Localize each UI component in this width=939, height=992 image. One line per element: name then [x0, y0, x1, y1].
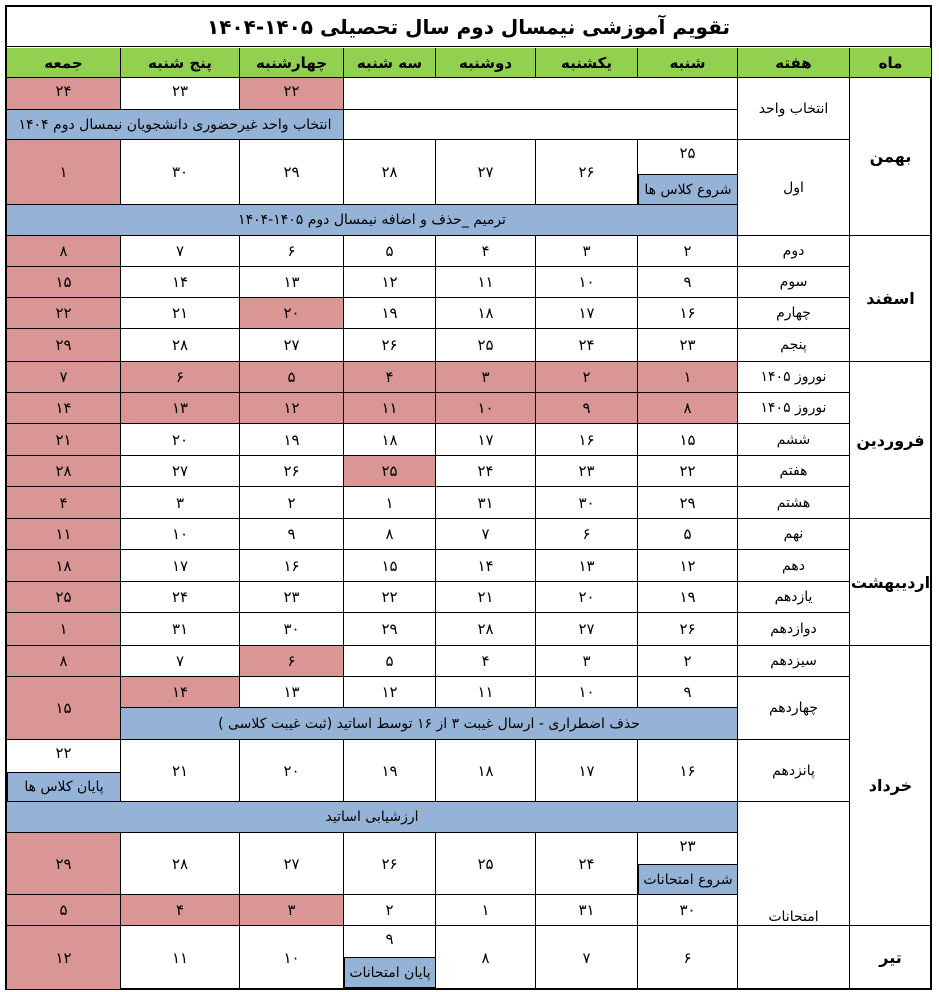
empty-cell	[344, 78, 738, 110]
page-title: تقویم آموزشی نیمسال دوم سال تحصیلی ۱۴۰۵-۱۴۰۴	[7, 7, 930, 47]
day-cell: ۱۶	[638, 298, 738, 329]
week-w2: دوم	[738, 236, 850, 267]
day-cell: ۲۵	[344, 456, 436, 487]
day-cell: ۲۲	[7, 298, 121, 329]
day-cell: ۲۷	[240, 833, 344, 895]
day-cell: ۲	[536, 362, 638, 393]
day-cell: ۲۵	[436, 329, 536, 362]
day-cell: ۱۱	[121, 926, 240, 990]
week-1: اول	[738, 140, 850, 236]
day-cell: ۵	[240, 362, 344, 393]
day-cell: ۲۴	[7, 78, 121, 110]
day-cell: ۱۲	[344, 677, 436, 708]
week-w9: نهم	[738, 519, 850, 550]
week-w14: چهاردهم	[738, 677, 850, 740]
month-ordibehesht: اردیبهشت	[850, 519, 932, 646]
day-cell: ۲۹	[240, 140, 344, 205]
day-cell: ۶	[536, 519, 638, 550]
day-cell: ۵	[638, 519, 738, 550]
week-selection: انتخاب واحد	[738, 78, 850, 140]
day-cell: ۲۳	[536, 456, 638, 487]
header-mon: دوشنبه	[436, 48, 536, 78]
day-cell: ۱۶	[240, 550, 344, 582]
week-tir-empty	[738, 926, 850, 990]
day-cell: ۲۱	[121, 740, 240, 802]
week-w13: سیزدهم	[738, 646, 850, 677]
week-w4: چهارم	[738, 298, 850, 329]
week-w8: هشتم	[738, 487, 850, 519]
day-cell: ۱۰	[536, 677, 638, 708]
day-cell: ۹	[638, 677, 738, 708]
week-exams: امتحانات	[738, 802, 850, 926]
day-cell: ۲۱	[121, 298, 240, 329]
day-cell: ۲۲	[638, 456, 738, 487]
day-cell: ۲۸	[344, 140, 436, 205]
day-cell: ۱۹	[638, 582, 738, 613]
day-cell: ۱۳	[536, 550, 638, 582]
week-w3: سوم	[738, 267, 850, 298]
day-cell: ۲۳	[638, 329, 738, 362]
day-cell: ۱۶	[536, 424, 638, 456]
day-cell: ۲۸	[121, 329, 240, 362]
day-cell: ۴	[121, 895, 240, 926]
day-cell: ۲۴	[121, 582, 240, 613]
day-cell: ۲	[638, 646, 738, 677]
note-guest-selection: انتخاب واحد غیرحضوری دانشجویان نیمسال دوم ۱۴۰۴	[7, 110, 344, 140]
note-exams-start: شروع امتحانات	[638, 864, 738, 895]
day-cell: ۲۳	[638, 833, 738, 895]
day-cell: ۲۹	[7, 329, 121, 362]
header-fri: جمعه	[7, 48, 121, 78]
day-cell: ۱۲	[638, 550, 738, 582]
day-cell: ۱۷	[121, 550, 240, 582]
day-cell: ۲۶	[638, 613, 738, 646]
month-farvardin: فروردین	[850, 362, 932, 519]
day-cell: ۲۲	[344, 582, 436, 613]
header-month: ماه	[850, 48, 932, 78]
day-cell: ۷	[121, 236, 240, 267]
day-cell: ۲۱	[7, 424, 121, 456]
day-cell: ۳۰	[240, 613, 344, 646]
day-cell: ۱۲	[240, 393, 344, 424]
day-cell: ۳۱	[436, 487, 536, 519]
day-cell: ۲	[344, 895, 436, 926]
day-cell: ۱۴	[7, 393, 121, 424]
week-w11: یازدهم	[738, 582, 850, 613]
day-cell: ۲۵	[436, 833, 536, 895]
day-cell: ۱۲	[7, 926, 121, 990]
day-cell: ۱	[7, 140, 121, 205]
day-cell: ۸	[638, 393, 738, 424]
day-cell: ۹	[344, 926, 436, 990]
day-cell: ۹	[536, 393, 638, 424]
header-sat: شنبه	[638, 48, 738, 78]
day-cell: ۱۱	[344, 393, 436, 424]
day-cell: ۵	[344, 646, 436, 677]
day-cell: ۱۶	[638, 740, 738, 802]
day-cell: ۲۹	[638, 487, 738, 519]
day-cell: ۲۸	[7, 456, 121, 487]
day-cell: ۲۸	[436, 613, 536, 646]
day-cell: ۱۱	[436, 267, 536, 298]
month-esfand: اسفند	[850, 236, 932, 362]
week-n2: نوروز ۱۴۰۵	[738, 393, 850, 424]
note-evaluation: ارزشیابی اساتید	[7, 802, 738, 833]
day-cell: ۶	[121, 362, 240, 393]
day-cell: ۲۵	[7, 582, 121, 613]
note-classes-end: پایان کلاس ها	[7, 772, 121, 802]
day-cell: ۸	[436, 926, 536, 990]
day-cell: ۳	[240, 895, 344, 926]
day-cell: ۱۷	[536, 740, 638, 802]
day-cell: ۷	[436, 519, 536, 550]
day-cell: ۲۹	[7, 833, 121, 895]
day-cell: ۲۶	[536, 140, 638, 205]
day-cell: ۲۲	[240, 78, 344, 110]
day-cell: ۲۳	[240, 582, 344, 613]
day-cell: ۱۳	[240, 267, 344, 298]
week-w6: ششم	[738, 424, 850, 456]
day-cell: ۲۴	[536, 833, 638, 895]
week-w7: هفتم	[738, 456, 850, 487]
day-cell: ۲۰	[121, 424, 240, 456]
day-cell: ۱	[7, 613, 121, 646]
week-w15: پانزدهم	[738, 740, 850, 802]
day-cell: ۴	[436, 236, 536, 267]
day-cell: ۱	[436, 895, 536, 926]
week-w5: پنجم	[738, 329, 850, 362]
day-cell: ۱	[638, 362, 738, 393]
day-cell: ۲۹	[344, 613, 436, 646]
day-cell: ۳	[121, 487, 240, 519]
day-cell: ۱۷	[536, 298, 638, 329]
day-cell: ۱۵	[7, 677, 121, 740]
note-exams-end: پایان امتحانات	[344, 957, 436, 988]
day-cell: ۱۹	[240, 424, 344, 456]
header-sun: یکشنبه	[536, 48, 638, 78]
day-cell: ۱	[344, 487, 436, 519]
month-bahman: بهمن	[850, 78, 932, 236]
day-cell: ۷	[536, 926, 638, 990]
day-cell: ۱۱	[7, 519, 121, 550]
note-emergency-drop: حذف اضطراری - ارسال غیبت ۳ از ۱۶ توسط اساتید (ثبت غیبت کلاسی )	[121, 708, 738, 740]
day-cell: ۳۱	[536, 895, 638, 926]
header-wed: چهارشنبه	[240, 48, 344, 78]
day-cell: ۴	[7, 487, 121, 519]
day-cell: ۲۵	[638, 140, 738, 205]
day-cell: ۲	[240, 487, 344, 519]
day-cell: ۱۳	[240, 677, 344, 708]
day-cell: ۳	[436, 362, 536, 393]
day-cell: ۲۷	[536, 613, 638, 646]
day-cell: ۸	[7, 646, 121, 677]
empty-cell	[344, 110, 738, 140]
day-cell: ۱۰	[240, 926, 344, 990]
day-cell: ۲۶	[344, 329, 436, 362]
day-cell: ۱۹	[344, 298, 436, 329]
day-cell: ۲۸	[121, 833, 240, 895]
header-thu: پنج شنبه	[121, 48, 240, 78]
day-cell: ۲۳	[121, 78, 240, 110]
day-cell: ۲۲	[7, 740, 121, 802]
day-cell: ۵	[7, 895, 121, 926]
day-cell: ۶	[240, 646, 344, 677]
day-cell: ۱۱	[436, 677, 536, 708]
day-cell: ۶	[638, 926, 738, 990]
day-cell: ۱۴	[436, 550, 536, 582]
day-cell: ۱۵	[638, 424, 738, 456]
day-cell: ۳	[536, 646, 638, 677]
day-cell: ۱۲	[344, 267, 436, 298]
day-cell: ۲۶	[344, 833, 436, 895]
day-cell: ۱۸	[344, 424, 436, 456]
day-cell: ۵	[344, 236, 436, 267]
day-cell: ۱۳	[121, 393, 240, 424]
day-cell: ۱۴	[121, 677, 240, 708]
week-w12: دوازدهم	[738, 613, 850, 646]
day-cell: ۱۸	[436, 298, 536, 329]
day-cell: ۸	[7, 236, 121, 267]
week-w10: دهم	[738, 550, 850, 582]
day-cell: ۱۸	[436, 740, 536, 802]
day-cell: ۲۰	[240, 740, 344, 802]
day-cell: ۴	[436, 646, 536, 677]
day-cell: ۲۶	[240, 456, 344, 487]
day-cell: ۱۰	[536, 267, 638, 298]
note-add-drop: ترمیم _حذف و اضافه نیمسال دوم ۱۴۰۵-۱۴۰۴	[7, 205, 738, 236]
day-cell: ۲۰	[536, 582, 638, 613]
day-cell: ۲۴	[536, 329, 638, 362]
month-khordad: خرداد	[850, 646, 932, 926]
day-cell: ۳۰	[638, 895, 738, 926]
day-cell: ۲۷	[436, 140, 536, 205]
day-cell: ۹	[240, 519, 344, 550]
header-week: هفته	[738, 48, 850, 78]
day-cell: ۲۱	[436, 582, 536, 613]
note-classes-start: شروع کلاس ها	[638, 174, 738, 205]
day-cell: ۴	[344, 362, 436, 393]
day-cell: ۱۹	[344, 740, 436, 802]
day-cell: ۸	[344, 519, 436, 550]
day-cell: ۶	[240, 236, 344, 267]
day-cell: ۲۷	[121, 456, 240, 487]
day-cell: ۷	[121, 646, 240, 677]
day-cell: ۹	[638, 267, 738, 298]
header-tue: سه شنبه	[344, 48, 436, 78]
day-cell: ۲۷	[240, 329, 344, 362]
day-cell: ۱۵	[344, 550, 436, 582]
day-cell: ۱۸	[7, 550, 121, 582]
day-cell: ۱۵	[7, 267, 121, 298]
day-cell: ۳۱	[121, 613, 240, 646]
day-cell: ۱۷	[436, 424, 536, 456]
day-cell: ۱۰	[121, 519, 240, 550]
week-n1: نوروز ۱۴۰۵	[738, 362, 850, 393]
day-cell: ۷	[7, 362, 121, 393]
month-tir: تیر	[850, 926, 932, 990]
day-cell: ۲۴	[436, 456, 536, 487]
day-cell: ۲۰	[240, 298, 344, 329]
day-cell: ۳۰	[121, 140, 240, 205]
day-cell: ۳۰	[536, 487, 638, 519]
day-cell: ۱۰	[436, 393, 536, 424]
day-cell: ۲	[638, 236, 738, 267]
day-cell: ۱۴	[121, 267, 240, 298]
day-cell: ۳	[536, 236, 638, 267]
